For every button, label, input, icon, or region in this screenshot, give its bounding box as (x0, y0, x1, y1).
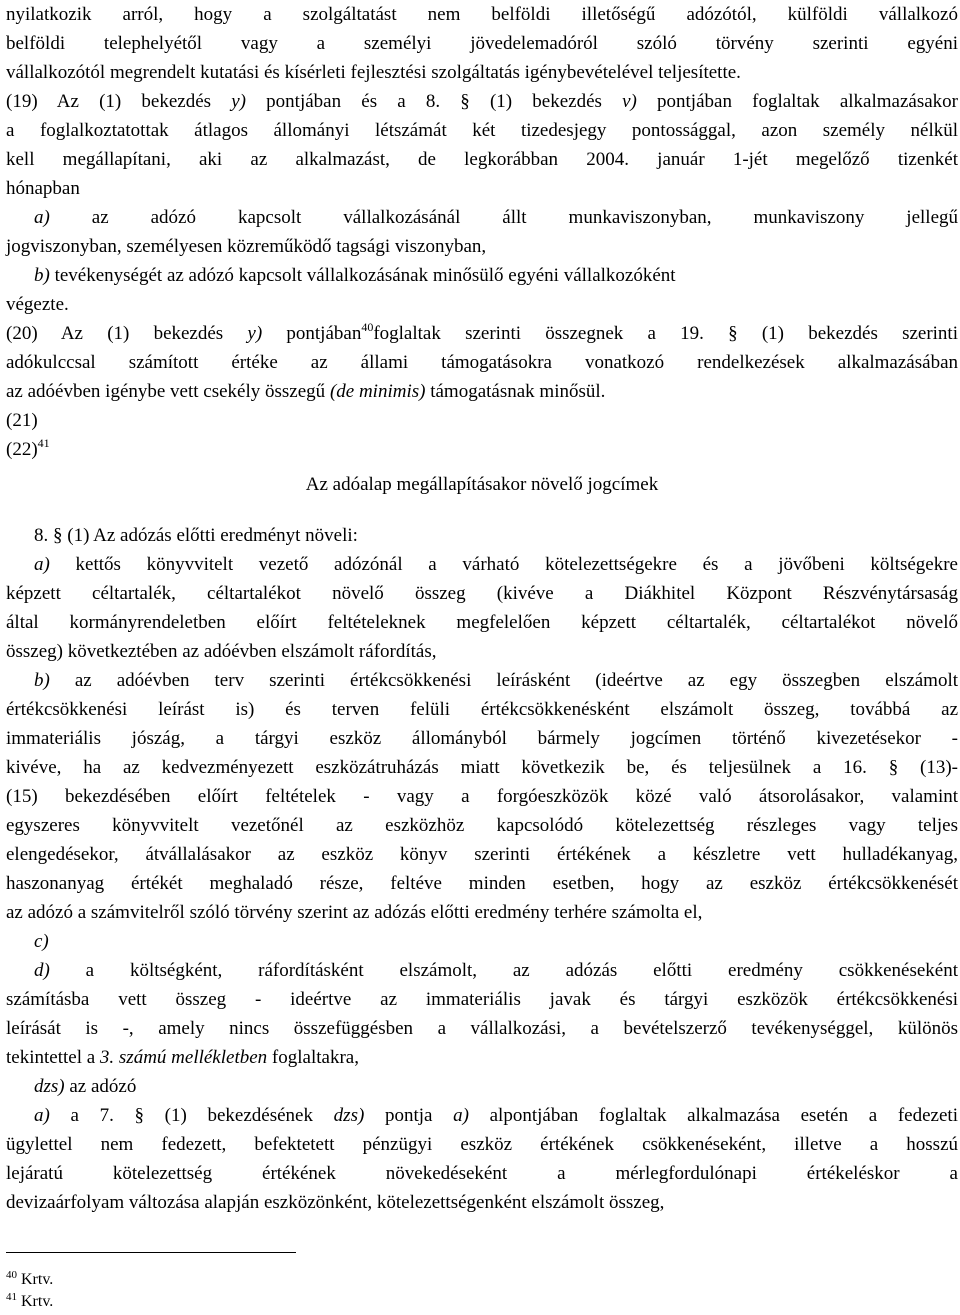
text-line: adókulccsal számított értéke az állami támogatásokra vonatkozó rendelkezések alkalmazásában (6, 352, 958, 373)
text-line: (21) (6, 410, 38, 431)
text-line: az adózó a számvitelről szóló törvény szerint az adózás előtti eredmény terhére számolta el, (6, 902, 703, 923)
text-line: b) az adóévben terv szerinti értékcsökkenési leírásként (ideértve az egy összegben elszámolt (34, 670, 958, 691)
text-line: $(22)^{41}$ (6, 436, 50, 460)
text-line: hónapban (6, 178, 80, 199)
text-line: (20) Az (1) bekezdés y) pontjában$^{40}$foglaltak szerinti összegnek a 19. § (1) bekezdés szerinti (6, 320, 958, 344)
text-line: dzs) az adózó (34, 1076, 137, 1097)
text-line: (19) Az (1) bekezdés y) pontjában és a 8. § (1) bekezdés v) pontjában foglaltak alkalmazásakor (6, 91, 958, 112)
text-line: a) a 7. § (1) bekezdésének dzs) pontja a) alpontjában foglaltak alkalmazása esetén a fedezeti (34, 1105, 958, 1126)
text-line: belföldi telephelyétől vagy a személyi jövedelemadóról szóló törvény szerinti egyéni (6, 33, 958, 54)
text-line: 8. § (1) Az adózás előtti eredményt növeli: (34, 525, 358, 546)
text-line: (15) bekezdésében előírt feltételek - vagy a forgóeszközök közé való átsorolásakor, valamint (6, 786, 958, 807)
text-line: nyilatkozik arról, hogy a szolgáltatást nem belföldi illetőségű adózótól, külföldi vállalkozó (6, 4, 958, 25)
text-line: végezte. (6, 294, 69, 315)
footnote: $^{40}$ Krtv. (6, 1269, 54, 1288)
text-line: elengedésekor, átvállalásakor az eszköz könyv szerinti értékének a készletre vett hulladékanyag, (6, 844, 958, 865)
text-line: d) a költségként, ráfordításként elszámolt, az adózás előtti eredmény csökkenéseként (34, 960, 958, 981)
footnote-divider (6, 1252, 296, 1253)
text-line: kivéve, ha az kedvezményezett eszközátruházás miatt következik be, és teljesülnek a 16. § (13)- (6, 757, 958, 778)
section-heading: Az adóalap megállapításakor növelő jogcímek (305, 474, 659, 495)
text-line: a) az adózó kapcsolt vállalkozásánál állt munkaviszonyban, munkaviszony jellegű (34, 207, 958, 228)
text-line: immateriális jószág, a tárgyi eszköz állományból bármely jogcímen történő kivezetésekor - (6, 728, 958, 749)
text-line: haszonanyag értékét meghaladó része, feltéve minden esetben, hogy az eszköz értékcsökkenését (6, 873, 958, 894)
text-line: lejáratú kötelezettség értékének növekedéseként a mérlegfordulónapi értékeléskor a (6, 1163, 958, 1184)
text-line: a foglalkoztatottak átlagos állományi létszámát két tizedesjegy pontossággal, azon személy nélkül (6, 120, 958, 141)
text-line: a) kettős könyvvitelt vezető adózónál a várható kötelezettségekre és a jövőbeni költségekre (34, 554, 958, 575)
text-line: tekintettel a 3. számú mellékletben foglaltakra, (6, 1047, 359, 1068)
footnote: $^{41}$ Krtv. (6, 1291, 54, 1310)
text-line: b) tevékenységét az adózó kapcsolt vállalkozásának minősülő egyéni vállalkozóként (34, 265, 676, 286)
text-line: kell megállapítani, aki az alkalmazást, de legkorábban 2004. január 1-jét megelőző tizenkét (6, 149, 958, 170)
text-line: ügylettel nem fedezett, befektetett pénzügyi eszköz értékének csökkenéseként, illetve a hosszú (6, 1134, 958, 1155)
text-line: képzett céltartalék, céltartalékot növelő összeg (kivéve a Diákhitel Központ Részvénytársaság (6, 583, 958, 604)
text-line: vállalkozótól megrendelt kutatási és kísérleti fejlesztési szolgáltatás igénybevételével teljesítette. (6, 62, 741, 83)
text-line: jogviszonyban, személyesen közreműködő tagsági viszonyban, (6, 236, 487, 257)
text-line: által kormányrendeletben előírt feltételeknek megfelelően képzett céltartalék, céltartalékot növelő (6, 612, 958, 633)
text-line: c) (34, 931, 49, 952)
text-line: egyszeres könyvvitelt vezetőnél az eszközhöz kapcsolódó kötelezettség részleges vagy teljes (6, 815, 958, 836)
text-line: az adóévben igénybe vett csekély összegű (de minimis) támogatásnak minősül. (6, 381, 606, 402)
text-line: devizaárfolyam változása alapján eszközönként, kötelezettségenként elszámolt összeg, (6, 1192, 665, 1213)
footnote-ref[interactable]: 40 (361, 320, 374, 334)
text-line: összeg) következtében az adóévben elszámolt ráfordítás, (6, 641, 437, 662)
text-line: számításba vett összeg - ideértve az immateriális javak és tárgyi eszközök értékcsökkenési (6, 989, 958, 1010)
footnote-ref[interactable]: 41 (37, 436, 50, 450)
text-line: értékcsökkenési leírást is) és terven felüli értékcsökkenésként elszámolt összeg, továbbá az (6, 699, 958, 720)
text-line: leírását is -, amely nincs összefüggésben a vállalkozási, a bevételszerző tevékenységgel, különös (6, 1018, 958, 1039)
